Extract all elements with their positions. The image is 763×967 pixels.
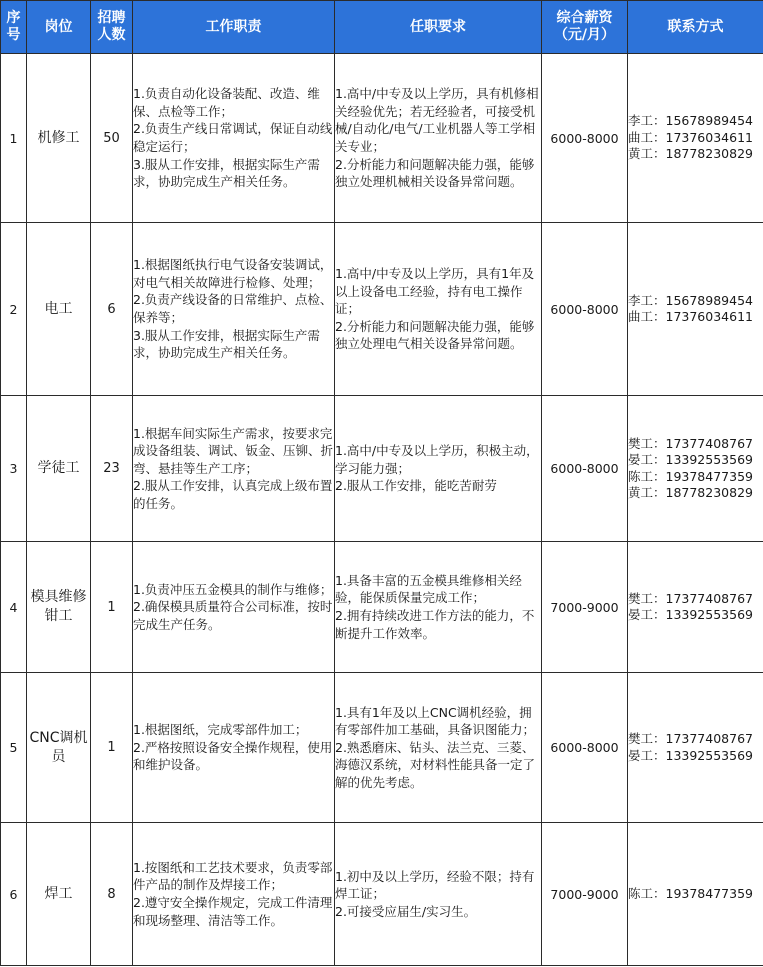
row-salary: 7000-9000	[542, 542, 628, 673]
row-count: 6	[91, 223, 133, 396]
table-row	[1, 54, 763, 223]
row-contact	[628, 223, 763, 396]
row-duties	[133, 823, 335, 966]
row-contact	[628, 396, 763, 542]
table-row	[1, 542, 763, 673]
contact-text: 陈工：19378477359	[628, 885, 753, 901]
table-row	[1, 673, 763, 823]
row-duties	[133, 223, 335, 396]
contact-text: 樊工：17377408767 晏工：13392553569	[628, 731, 753, 763]
header-position: 岗位	[27, 1, 91, 54]
row-position: CNC调机员	[27, 673, 91, 823]
row-count: 8	[91, 823, 133, 966]
contact-text: 李工：15678989454 曲工：17376034611	[628, 292, 753, 324]
requirements-text: 1.高中/中专及以上学历，积极主动，学习能力强； 2.服从工作安排，能吃苦耐劳	[335, 443, 539, 494]
header-salary: 综合薪资（元/月）	[542, 1, 628, 54]
row-requirements	[335, 673, 542, 823]
header-row	[1, 1, 763, 54]
row-position: 机修工	[27, 54, 91, 223]
row-position: 焊工	[27, 823, 91, 966]
requirements-text: 1.高中/中专及以上学历，具有机修相关经验优先；若无经验者，可接受机械/自动化/电气/工业机器人等工学相关专业； 2.分析能力和问题解决能力强，能够独立处理机械相关设备异常问题。	[335, 86, 539, 190]
contact-text: 樊工：17377408767 晏工：13392553569 陈工：19378477359 黄工：18778230829	[628, 435, 753, 500]
table-row	[1, 823, 763, 966]
row-contact	[628, 823, 763, 966]
row-duties	[133, 673, 335, 823]
header-requirements: 任职要求	[335, 1, 542, 54]
row-requirements	[335, 54, 542, 223]
row-requirements	[335, 396, 542, 542]
contact-text: 李工：15678989454 曲工：17376034611 黄工：18778230829	[628, 113, 753, 162]
duties-text: 1.根据图纸执行电气设备安装调试，对电气相关故障进行检修、处理； 2.负责产线设备的日常维护、点检、保养等； 3.服从工作安排，根据实际生产需求，协助完成生产相关任务。	[133, 257, 333, 361]
row-salary: 6000-8000	[542, 223, 628, 396]
row-salary: 6000-8000	[542, 54, 628, 223]
row-position: 学徒工	[27, 396, 91, 542]
row-contact	[628, 673, 763, 823]
row-index: 2	[1, 223, 27, 396]
row-requirements	[335, 223, 542, 396]
header-count: 招聘人数	[91, 1, 133, 54]
row-contact	[628, 54, 763, 223]
row-salary: 6000-8000	[542, 396, 628, 542]
duties-text: 1.负责自动化设备装配、改造、维保、点检等工作； 2.负责生产线日常调试，保证自动线稳定运行； 3.服从工作安排，根据实际生产需求，协助完成生产相关任务。	[133, 86, 333, 190]
requirements-text: 1.高中/中专及以上学历，具有1年及以上设备电工经验，持有电工操作证； 2.分析能力和问题解决能力强，能够独立处理电气相关设备异常问题。	[335, 266, 535, 352]
requirements-text: 1.初中及以上学历，经验不限；持有焊工证； 2.可接受应届生/实习生。	[335, 868, 535, 919]
duties-text: 1.负责冲压五金模具的制作与维修； 2.确保模具质量符合公司标准，按时完成生产任务。	[133, 581, 333, 632]
row-count: 50	[91, 54, 133, 223]
duties-text: 1.根据车间实际生产需求，按要求完成设备组装、调试、钣金、压铆、折弯、悬挂等生产工序； 2.服从工作安排，认真完成上级布置的任务。	[133, 425, 334, 511]
row-index: 6	[1, 823, 27, 966]
header-index: 序号	[1, 1, 27, 54]
duties-text: 1.根据图纸，完成零部件加工； 2.严格按照设备安全操作规程，使用和维护设备。	[133, 722, 333, 773]
row-count: 1	[91, 542, 133, 673]
row-contact	[628, 542, 763, 673]
row-index: 5	[1, 673, 27, 823]
row-position: 模具维修钳工	[27, 542, 91, 673]
row-duties	[133, 396, 335, 542]
row-index: 1	[1, 54, 27, 223]
row-index: 3	[1, 396, 27, 542]
requirements-text: 1.具备丰富的五金模具维修相关经验，能保质保量完成工作； 2.拥有持续改进工作方法的能力，不断提升工作效率。	[335, 572, 535, 641]
row-requirements	[335, 542, 542, 673]
table-row	[1, 396, 763, 542]
row-duties	[133, 542, 335, 673]
duties-text: 1.按图纸和工艺技术要求，负责零部件产品的制作及焊接工作； 2.遵守安全操作规定，完成工件清理和现场整理、清洁等工作。	[133, 859, 333, 928]
row-salary: 6000-8000	[542, 673, 628, 823]
row-salary: 7000-9000	[542, 823, 628, 966]
table-row	[1, 223, 763, 396]
row-duties	[133, 54, 335, 223]
row-index: 4	[1, 542, 27, 673]
header-duties: 工作职责	[133, 1, 335, 54]
row-requirements	[335, 823, 542, 966]
row-count: 1	[91, 673, 133, 823]
contact-text: 樊工：17377408767 晏工：13392553569	[628, 590, 753, 622]
row-count: 23	[91, 396, 133, 542]
row-position: 电工	[27, 223, 91, 396]
requirements-text: 1.具有1年及以上CNC调机经验，拥有零部件加工基础，具备识图能力； 2.熟悉磨床、钻头、法兰克、三菱、海德汉系统，对材料性能具备一定了解的优先考虑。	[335, 704, 536, 790]
header-contact: 联系方式	[628, 1, 763, 54]
